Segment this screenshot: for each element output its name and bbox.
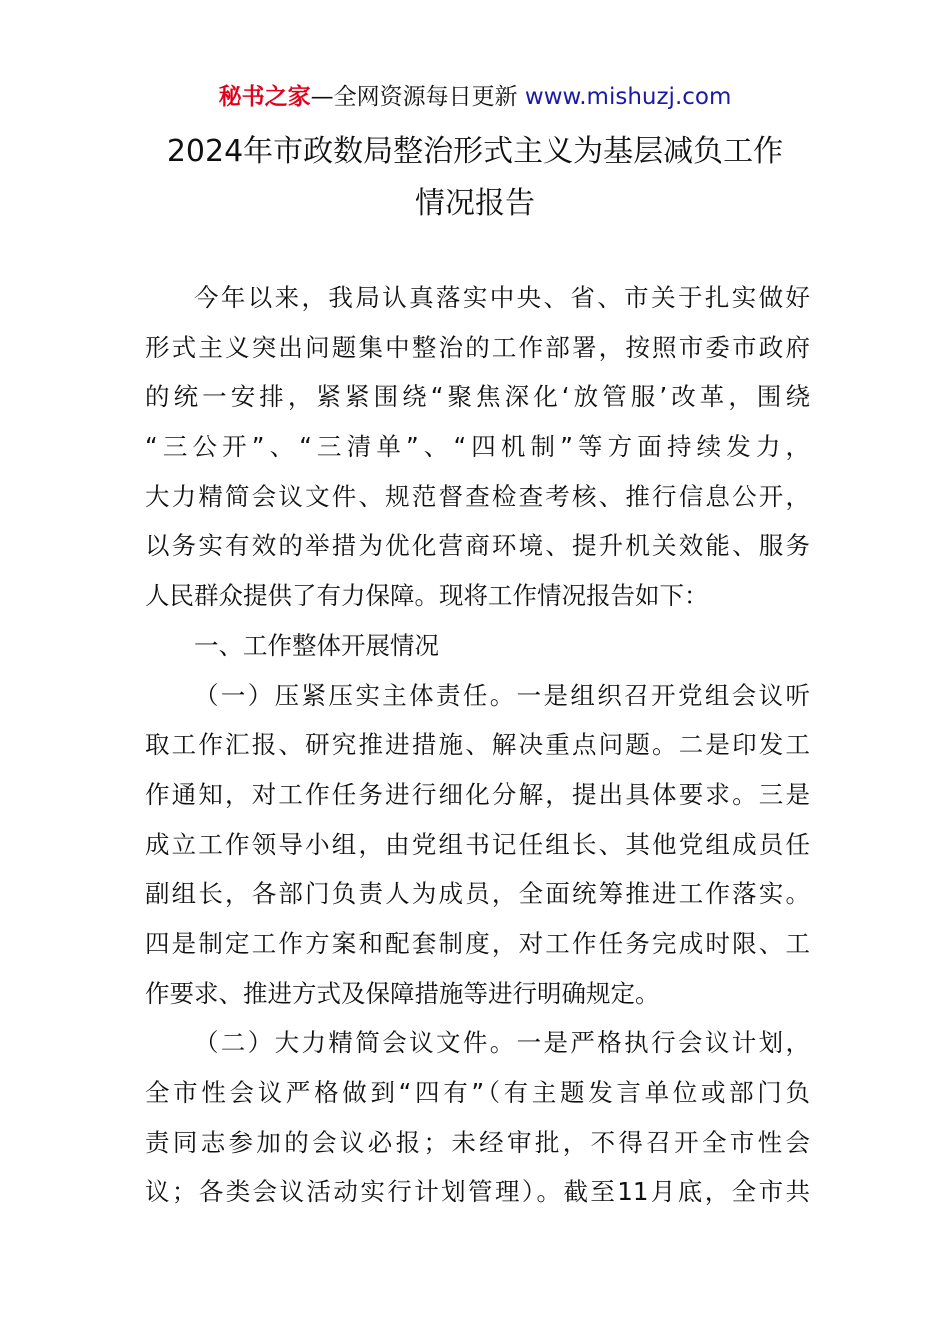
body-line: 大力精简会议文件、规范督查检查考核、推行信息公开， xyxy=(145,481,810,511)
body-line: 今年以来，我局认真落实中央、省、市关于扎实做好 xyxy=(194,283,810,312)
body-line: 人民群众提供了有力保障。现将工作情况报告如下： xyxy=(145,581,709,611)
body-line: 取工作汇报、研究推进措施、解决重点问题。二是印发工 xyxy=(145,730,810,760)
body-line: “三公开”、“三清单”、“四机制”等方面持续发力， xyxy=(145,432,810,462)
body-line: （二）大力精简会议文件。一是严格执行会议计划， xyxy=(194,1028,810,1058)
body-line: （一）压紧压实主体责任。一是组织召开党组会议听 xyxy=(194,680,810,710)
body-line: 形式主义突出问题集中整治的工作部署，按照市委市政府 xyxy=(145,332,810,362)
title-line-2: 情况报告 xyxy=(415,186,535,221)
header-url[interactable]: www.mishuzj.com xyxy=(524,84,732,110)
body-line: 议；各类会议活动实行计划管理）。截至11月底，全市共 xyxy=(145,1177,810,1207)
body-line: 责同志参加的会议必报；未经审批，不得召开全市性会 xyxy=(145,1127,810,1157)
body-line: 副组长，各部门负责人为成员，全面统筹推进工作落实。 xyxy=(145,879,810,909)
site-header xyxy=(0,80,950,114)
section-heading: 一、工作整体开展情况 xyxy=(194,630,439,660)
title-line-1: 2024年市政数局整治形式主义为基层减负工作 xyxy=(166,134,784,169)
brand-name: 秘书之家 xyxy=(218,84,311,110)
body-line: 全市性会议严格做到“四有”（有主题发言单位或部门负 xyxy=(145,1078,810,1107)
document-body xyxy=(145,273,810,1217)
body-line: 的统一安排，紧紧围绕“聚焦深化‘放管服’改革，围绕 xyxy=(145,382,810,412)
body-line: 四是制定工作方案和配套制度，对工作任务完成时限、工 xyxy=(145,928,810,958)
document-title xyxy=(120,126,830,230)
header-tagline: —全网资源每日更新 xyxy=(310,84,518,110)
body-line: 作要求、推进方式及保障措施等进行明确规定。 xyxy=(145,978,660,1008)
body-line: 以务实有效的举措为优化营商环境、提升机关效能、服务 xyxy=(145,531,810,561)
body-line: 作通知，对工作任务进行细化分解，提出具体要求。三是 xyxy=(145,779,810,809)
body-line: 成立工作领导小组，由党组书记任组长、其他党组成员任 xyxy=(145,829,810,859)
